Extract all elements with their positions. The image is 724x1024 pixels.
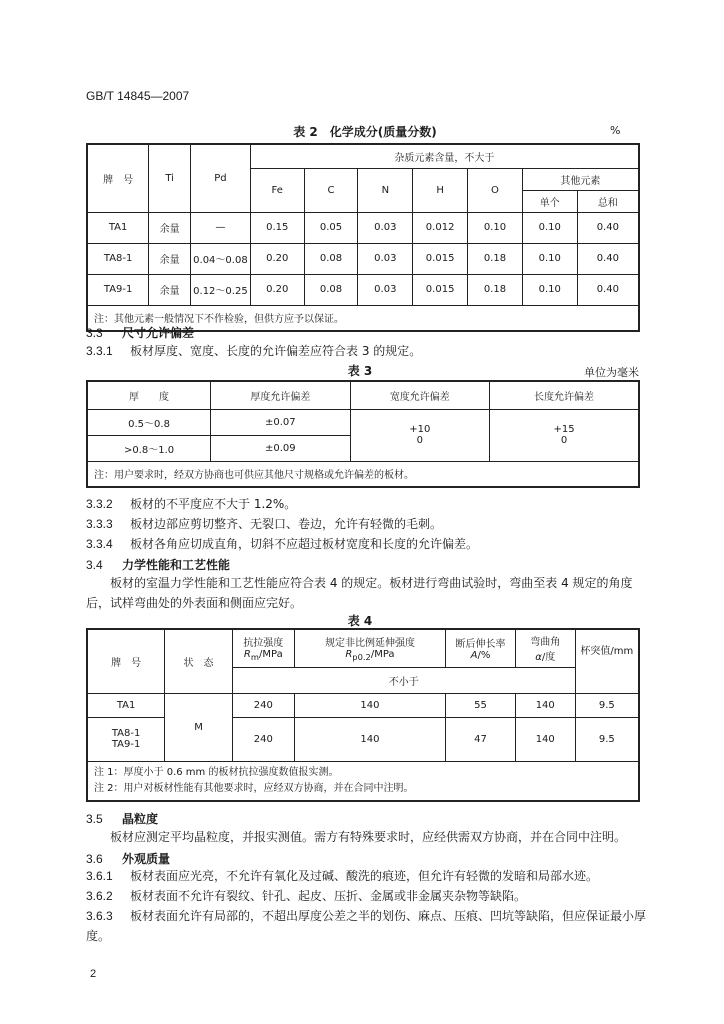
para-3-3-2	[86, 494, 646, 514]
section-3-4-heading	[86, 556, 230, 573]
cell: TA1	[87, 212, 149, 243]
yield-symbol: R	[345, 649, 353, 661]
table2-unit: %	[610, 124, 621, 137]
clause-text: 板材表面应光亮，不允许有氧化及过碱、酸洗的痕迹，但允许有轻微的发暗和局部水迹。	[130, 869, 599, 883]
table-row	[87, 693, 639, 717]
clause-number: 3.6.1	[86, 869, 113, 883]
section-number: 3.3	[86, 326, 103, 340]
cell: 0.015	[413, 274, 468, 305]
section-title: 外观质量	[122, 852, 171, 866]
t4-header-cup: 杯突值/mm	[575, 629, 639, 693]
cell: 0.15	[250, 212, 304, 243]
t2-header-pd: Pd	[191, 144, 251, 212]
section-3-5-heading	[86, 810, 158, 827]
section-number: 3.5	[86, 812, 103, 826]
cell: ±0.07	[211, 409, 351, 435]
cell: 0.08	[304, 274, 358, 305]
para-3-6-1	[86, 866, 646, 886]
t2-header-single: 单个	[522, 190, 577, 212]
cell: 47	[446, 717, 516, 761]
width-dev-zero: 0	[416, 435, 423, 446]
cell: >0.8～1.0	[87, 435, 211, 461]
bend-symbol: α	[535, 652, 542, 664]
table3	[86, 380, 640, 488]
cell-width-dev	[350, 409, 489, 461]
t3-header-thk-dev: 厚度允许偏差	[211, 381, 351, 409]
cell: 0.012	[413, 212, 468, 243]
t2-header-impurity: 杂质元素含量，不大于	[250, 144, 639, 168]
cell: 0.03	[358, 274, 413, 305]
t2-header-h: H	[413, 168, 468, 212]
para-3-3-1	[86, 341, 646, 361]
t4-header-yield	[294, 629, 445, 667]
t2-header-fe: Fe	[250, 168, 304, 212]
cell: —	[191, 212, 251, 243]
bend-label: 弯曲角	[530, 637, 561, 649]
clause-number: 3.6.3	[86, 909, 113, 923]
t4-header-min: 不小于	[232, 667, 575, 693]
t2-header-ti: Ti	[149, 144, 191, 212]
cell: 9.5	[575, 717, 639, 761]
cell: 0.10	[468, 212, 523, 243]
yield-subscript: p0.2	[352, 652, 371, 663]
cell: 0.10	[522, 274, 577, 305]
table2-caption: 表 2 化学成分(质量分数)	[293, 125, 437, 139]
para-3-4: 板材的室温力学性能和工艺性能应符合表 4 的规定。板材进行弯曲试验时，弯曲至表 4 规定的角度后，试样弯曲处的外表面和侧面应完好。	[86, 576, 633, 610]
section-title: 尺寸允许偏差	[122, 326, 195, 340]
t4-header-state: 状 态	[165, 629, 233, 693]
para-3-5: 板材应测定平均晶粒度，并报实测值。需方有特殊要求时，应经供需双方协商，并在合同中注明。	[110, 830, 627, 844]
clause-number: 3.3.1	[86, 344, 113, 358]
para-3-3-4	[86, 534, 646, 554]
t2-header-other: 其他元素	[522, 168, 639, 190]
cell: 0.40	[577, 274, 639, 305]
clause-text: 板材的不平度应不大于 1.2%。	[130, 497, 297, 511]
t2-header-n: N	[358, 168, 413, 212]
cell: 9.5	[575, 693, 639, 717]
cell: 140	[294, 717, 445, 761]
t3-header-thickness: 厚 度	[87, 381, 211, 409]
cell: 0.18	[468, 243, 523, 274]
cell-state: M	[165, 693, 233, 761]
t4-header-elong	[446, 629, 516, 667]
clause-text: 板材各角应切成直角，切斜不应超过板材宽度和长度的允许偏差。	[130, 537, 479, 551]
cell: 0.5～0.8	[87, 409, 211, 435]
cell-length-dev	[490, 409, 639, 461]
table-row	[87, 243, 639, 274]
section-title: 晶粒度	[122, 812, 159, 826]
length-dev-plus: +15	[553, 424, 575, 435]
t2-header-brand: 牌 号	[87, 144, 149, 212]
table3-unit: 单位为毫米	[584, 366, 639, 379]
table4-notes	[87, 761, 639, 801]
section-number: 3.6	[86, 852, 103, 866]
cell: ±0.09	[211, 435, 351, 461]
table2	[86, 143, 640, 332]
clause-text: 板材表面允许有局部的，不超出厚度公差之半的划伤、麻点、压痕、凹坑等缺陷，但应保证最小厚度。	[86, 909, 647, 943]
cell: 0.40	[577, 243, 639, 274]
table2-note: 注：其他元素一般情况下不作检验，但供方应予以保证。	[87, 305, 639, 331]
table-row	[87, 409, 639, 435]
tensile-subscript: m	[250, 652, 259, 663]
clause-text: 板材表面不允许有裂纹、针孔、起皮、压折、金属或非金属夹杂物等缺陷。	[130, 889, 527, 903]
elong-unit: /%	[477, 650, 491, 662]
table4	[86, 628, 640, 802]
clause-number: 3.3.2	[86, 497, 113, 511]
cell: 0.08	[304, 243, 358, 274]
section-number: 3.4	[86, 558, 103, 572]
elong-label: 断后伸长率	[455, 639, 506, 651]
table3-note: 注：用户要求时，经双方协商也可供应其他尺寸规格或允许偏差的板材。	[87, 461, 639, 487]
section-title: 力学性能和工艺性能	[122, 558, 231, 572]
yield-unit: /MPa	[370, 649, 395, 661]
cell: 余量	[149, 274, 191, 305]
brand-ta8-1: TA8-1	[111, 728, 141, 739]
section-3-3-heading	[86, 324, 194, 341]
length-dev-zero: 0	[560, 435, 568, 446]
cell: 0.04～0.08	[191, 243, 251, 274]
clause-text: 板材厚度、宽度、长度的允许偏差应符合表 3 的规定。	[130, 344, 422, 358]
cell: 0.18	[468, 274, 523, 305]
t4-header-brand: 牌 号	[87, 629, 165, 693]
cell: 140	[515, 693, 575, 717]
clause-number: 3.3.3	[86, 517, 113, 531]
clause-number: 3.3.4	[86, 537, 113, 551]
table4-note-2: 注 2：用户对板材性能有其他要求时，应经双方协商，并在合同中注明。	[94, 782, 414, 794]
cell: 140	[515, 717, 575, 761]
bend-unit: /度	[541, 652, 556, 664]
cell: 240	[232, 717, 294, 761]
tensile-symbol: R	[243, 649, 251, 661]
table4-note-1: 注 1：厚度小于 0.6 mm 的板材抗拉强度数值报实测。	[94, 766, 339, 778]
elong-symbol: A	[470, 650, 478, 662]
cell: 0.015	[413, 243, 468, 274]
table3-caption: 表 3	[347, 364, 373, 378]
width-dev-plus: +10	[409, 424, 431, 435]
para-3-6-3	[86, 906, 646, 946]
clause-number: 3.6.2	[86, 889, 113, 903]
t3-header-length-dev: 长度允许偏差	[490, 381, 639, 409]
cell-brand-multi	[87, 717, 165, 761]
cell: 0.03	[358, 212, 413, 243]
cell: TA9-1	[87, 274, 149, 305]
t4-header-bend	[515, 629, 575, 667]
cell: 余量	[149, 243, 191, 274]
table4-caption: 表 4	[347, 614, 373, 628]
cell: TA1	[87, 693, 165, 717]
t2-header-total: 总和	[577, 190, 639, 212]
cell: 240	[232, 693, 294, 717]
para-3-6-2	[86, 886, 646, 906]
cell: 0.20	[250, 274, 304, 305]
t4-header-tensile	[232, 629, 294, 667]
yield-label: 规定非比例延伸强度	[324, 638, 415, 650]
cell: 140	[294, 693, 445, 717]
cell: 55	[446, 693, 516, 717]
clause-text: 板材边部应剪切整齐、无裂口、卷边，允许有轻微的毛刺。	[130, 517, 443, 531]
tensile-label: 抗拉强度	[243, 638, 284, 650]
cell: 0.10	[522, 243, 577, 274]
cell: 0.40	[577, 212, 639, 243]
t2-header-o: O	[468, 168, 523, 212]
cell: 0.03	[358, 243, 413, 274]
table-row	[87, 212, 639, 243]
cell: 0.10	[522, 212, 577, 243]
page-number: 2	[90, 968, 97, 980]
para-3-3-3	[86, 514, 646, 534]
table-row	[87, 274, 639, 305]
t2-header-c: C	[304, 168, 358, 212]
cell: 余量	[149, 212, 191, 243]
standard-id: GB/T 14845—2007	[86, 89, 190, 103]
t3-header-width-dev: 宽度允许偏差	[350, 381, 489, 409]
brand-ta9-1: TA9-1	[111, 739, 141, 750]
cell: 0.05	[304, 212, 358, 243]
cell: 0.12～0.25	[191, 274, 251, 305]
cell: TA8-1	[87, 243, 149, 274]
section-3-6-heading	[86, 850, 170, 867]
tensile-unit: /MPa	[259, 649, 283, 661]
cell: 0.20	[250, 243, 304, 274]
